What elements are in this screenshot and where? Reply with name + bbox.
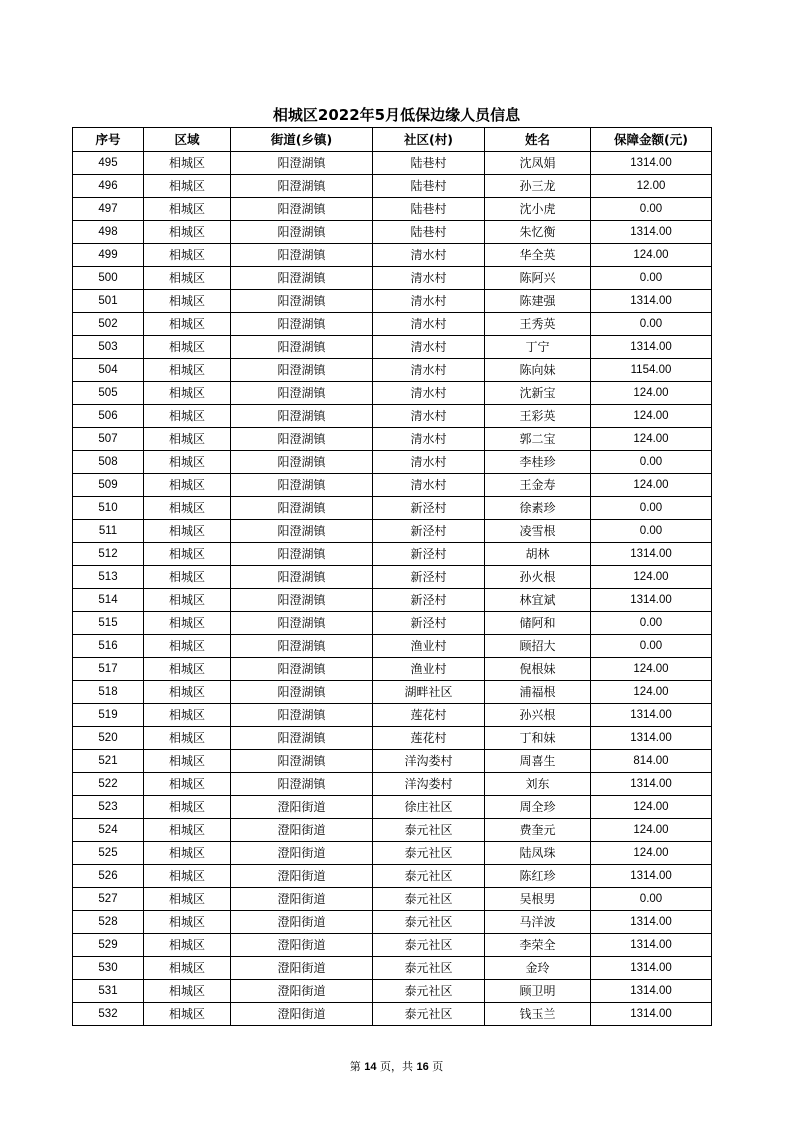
community-cell: 清水村: [373, 405, 485, 428]
community-cell: 泰元社区: [373, 888, 485, 911]
row-number: 527: [73, 888, 144, 911]
street-cell: 阳澄湖镇: [231, 658, 373, 681]
street-cell: 阳澄湖镇: [231, 428, 373, 451]
name-cell: 金玲: [485, 957, 591, 980]
district-cell: 相城区: [144, 198, 231, 221]
table-row: [73, 382, 712, 405]
table-row: [73, 589, 712, 612]
district-cell: 相城区: [144, 842, 231, 865]
row-number: 509: [73, 474, 144, 497]
street-cell: 阳澄湖镇: [231, 152, 373, 175]
street-cell: 澄阳街道: [231, 819, 373, 842]
district-cell: 相城区: [144, 1003, 231, 1026]
name-cell: 徐素珍: [485, 497, 591, 520]
table-row: [73, 543, 712, 566]
street-cell: 阳澄湖镇: [231, 681, 373, 704]
name-cell: 王金寿: [485, 474, 591, 497]
table-row: [73, 313, 712, 336]
district-cell: 相城区: [144, 267, 231, 290]
district-cell: 相城区: [144, 888, 231, 911]
amount-cell: 814.00: [591, 750, 712, 773]
row-number: 530: [73, 957, 144, 980]
row-number: 514: [73, 589, 144, 612]
amount-cell: 0.00: [591, 198, 712, 221]
amount-cell: 124.00: [591, 244, 712, 267]
amount-cell: 124.00: [591, 842, 712, 865]
name-cell: 陈阿兴: [485, 267, 591, 290]
table-row: [73, 635, 712, 658]
district-cell: 相城区: [144, 957, 231, 980]
name-cell: 沈小虎: [485, 198, 591, 221]
name-cell: 储阿和: [485, 612, 591, 635]
row-number: 500: [73, 267, 144, 290]
community-cell: 泰元社区: [373, 980, 485, 1003]
amount-cell: 1314.00: [591, 221, 712, 244]
community-cell: 泰元社区: [373, 1003, 485, 1026]
row-number: 526: [73, 865, 144, 888]
row-number: 497: [73, 198, 144, 221]
amount-cell: 124.00: [591, 819, 712, 842]
amount-cell: 124.00: [591, 681, 712, 704]
name-cell: 王彩英: [485, 405, 591, 428]
name-cell: 李荣全: [485, 934, 591, 957]
name-cell: 林宜斌: [485, 589, 591, 612]
community-cell: 新泾村: [373, 520, 485, 543]
community-cell: 清水村: [373, 244, 485, 267]
amount-cell: 1314.00: [591, 727, 712, 750]
street-cell: 澄阳街道: [231, 888, 373, 911]
table-row: [73, 934, 712, 957]
row-number: 504: [73, 359, 144, 382]
street-cell: 阳澄湖镇: [231, 290, 373, 313]
amount-cell: 124.00: [591, 382, 712, 405]
street-cell: 阳澄湖镇: [231, 727, 373, 750]
table-row: [73, 290, 712, 313]
name-cell: 沈新宝: [485, 382, 591, 405]
district-cell: 相城区: [144, 152, 231, 175]
street-cell: 澄阳街道: [231, 934, 373, 957]
district-cell: 相城区: [144, 382, 231, 405]
district-cell: 相城区: [144, 566, 231, 589]
district-cell: 相城区: [144, 175, 231, 198]
street-cell: 阳澄湖镇: [231, 198, 373, 221]
amount-cell: 124.00: [591, 566, 712, 589]
amount-cell: 0.00: [591, 612, 712, 635]
row-number: 510: [73, 497, 144, 520]
community-cell: 渔业村: [373, 658, 485, 681]
table-row: [73, 681, 712, 704]
table-row: [73, 796, 712, 819]
table-header-row: [73, 128, 712, 152]
row-number: 515: [73, 612, 144, 635]
table-row: [73, 957, 712, 980]
name-cell: 浦福根: [485, 681, 591, 704]
name-cell: 费奎元: [485, 819, 591, 842]
district-cell: 相城区: [144, 336, 231, 359]
footer-suffix: 页: [432, 1060, 444, 1073]
community-cell: 新泾村: [373, 543, 485, 566]
page-footer: [0, 1058, 793, 1074]
row-number: 507: [73, 428, 144, 451]
footer-prefix: 第: [349, 1060, 361, 1073]
current-page-number: 14: [364, 1061, 377, 1073]
name-cell: 陈红珍: [485, 865, 591, 888]
name-cell: 刘东: [485, 773, 591, 796]
table-row: [73, 198, 712, 221]
row-number: 501: [73, 290, 144, 313]
amount-cell: 1314.00: [591, 589, 712, 612]
community-cell: 清水村: [373, 474, 485, 497]
amount-cell: 1314.00: [591, 543, 712, 566]
street-cell: 阳澄湖镇: [231, 474, 373, 497]
name-cell: 钱玉兰: [485, 1003, 591, 1026]
name-cell: 丁宁: [485, 336, 591, 359]
name-cell: 朱忆衡: [485, 221, 591, 244]
community-cell: 湖畔社区: [373, 681, 485, 704]
street-cell: 阳澄湖镇: [231, 635, 373, 658]
community-cell: 徐庄社区: [373, 796, 485, 819]
community-cell: 洋沟娄村: [373, 750, 485, 773]
table-row: [73, 336, 712, 359]
amount-cell: 1314.00: [591, 911, 712, 934]
name-cell: 陈向妹: [485, 359, 591, 382]
district-cell: 相城区: [144, 796, 231, 819]
amount-cell: 0.00: [591, 888, 712, 911]
row-number: 524: [73, 819, 144, 842]
community-cell: 陆巷村: [373, 152, 485, 175]
district-cell: 相城区: [144, 359, 231, 382]
name-cell: 李桂珍: [485, 451, 591, 474]
district-cell: 相城区: [144, 221, 231, 244]
amount-cell: 124.00: [591, 796, 712, 819]
district-cell: 相城区: [144, 290, 231, 313]
row-number: 525: [73, 842, 144, 865]
amount-cell: 1314.00: [591, 773, 712, 796]
community-cell: 泰元社区: [373, 842, 485, 865]
street-cell: 阳澄湖镇: [231, 750, 373, 773]
street-cell: 阳澄湖镇: [231, 382, 373, 405]
table-row: [73, 520, 712, 543]
street-cell: 阳澄湖镇: [231, 543, 373, 566]
table-row: [73, 819, 712, 842]
street-cell: 阳澄湖镇: [231, 175, 373, 198]
amount-cell: 1314.00: [591, 934, 712, 957]
row-number: 523: [73, 796, 144, 819]
amount-cell: 124.00: [591, 405, 712, 428]
page-title: 相城区2022年5月低保边缘人员信息: [272, 106, 521, 124]
district-cell: 相城区: [144, 474, 231, 497]
street-cell: 阳澄湖镇: [231, 612, 373, 635]
row-number: 520: [73, 727, 144, 750]
row-number: 516: [73, 635, 144, 658]
table-row: [73, 405, 712, 428]
column-header: 区域: [144, 128, 231, 152]
row-number: 512: [73, 543, 144, 566]
row-number: 529: [73, 934, 144, 957]
amount-cell: 1314.00: [591, 152, 712, 175]
street-cell: 阳澄湖镇: [231, 336, 373, 359]
street-cell: 阳澄湖镇: [231, 244, 373, 267]
table-row: [73, 612, 712, 635]
footer-mid: 页，共: [380, 1060, 413, 1073]
row-number: 506: [73, 405, 144, 428]
community-cell: 新泾村: [373, 589, 485, 612]
amount-cell: 1314.00: [591, 336, 712, 359]
district-cell: 相城区: [144, 980, 231, 1003]
table-row: [73, 750, 712, 773]
community-cell: 泰元社区: [373, 934, 485, 957]
column-header: 序号: [73, 128, 144, 152]
column-header: 保障金额(元): [591, 128, 712, 152]
name-cell: 王秀英: [485, 313, 591, 336]
street-cell: 阳澄湖镇: [231, 704, 373, 727]
name-cell: 胡林: [485, 543, 591, 566]
street-cell: 阳澄湖镇: [231, 359, 373, 382]
community-cell: 新泾村: [373, 566, 485, 589]
amount-cell: 1314.00: [591, 957, 712, 980]
row-number: 513: [73, 566, 144, 589]
table-row: [73, 474, 712, 497]
street-cell: 澄阳街道: [231, 911, 373, 934]
table-row: [73, 244, 712, 267]
name-cell: 孙三龙: [485, 175, 591, 198]
table-row: [73, 980, 712, 1003]
community-cell: 莲花村: [373, 704, 485, 727]
table-row: [73, 428, 712, 451]
community-cell: 洋沟娄村: [373, 773, 485, 796]
amount-cell: 1154.00: [591, 359, 712, 382]
community-cell: 清水村: [373, 359, 485, 382]
table-row: [73, 359, 712, 382]
district-cell: 相城区: [144, 773, 231, 796]
name-cell: 华全英: [485, 244, 591, 267]
name-cell: 顾招大: [485, 635, 591, 658]
street-cell: 阳澄湖镇: [231, 405, 373, 428]
row-number: 499: [73, 244, 144, 267]
district-cell: 相城区: [144, 934, 231, 957]
amount-cell: 0.00: [591, 267, 712, 290]
community-cell: 泰元社区: [373, 957, 485, 980]
district-cell: 相城区: [144, 865, 231, 888]
district-cell: 相城区: [144, 428, 231, 451]
name-cell: 沈凤娟: [485, 152, 591, 175]
district-cell: 相城区: [144, 589, 231, 612]
district-cell: 相城区: [144, 704, 231, 727]
street-cell: 澄阳街道: [231, 796, 373, 819]
row-number: 508: [73, 451, 144, 474]
community-cell: 清水村: [373, 267, 485, 290]
row-number: 503: [73, 336, 144, 359]
district-cell: 相城区: [144, 727, 231, 750]
community-cell: 清水村: [373, 382, 485, 405]
street-cell: 澄阳街道: [231, 842, 373, 865]
community-cell: 清水村: [373, 428, 485, 451]
table-row: [73, 888, 712, 911]
amount-cell: 124.00: [591, 658, 712, 681]
row-number: 532: [73, 1003, 144, 1026]
name-cell: 丁和妹: [485, 727, 591, 750]
district-cell: 相城区: [144, 635, 231, 658]
column-header: 街道(乡镇): [231, 128, 373, 152]
name-cell: 顾卫明: [485, 980, 591, 1003]
name-cell: 郭二宝: [485, 428, 591, 451]
table-row: [73, 704, 712, 727]
amount-cell: 124.00: [591, 428, 712, 451]
street-cell: 澄阳街道: [231, 980, 373, 1003]
row-number: 495: [73, 152, 144, 175]
amount-cell: 1314.00: [591, 1003, 712, 1026]
total-pages-number: 16: [416, 1061, 429, 1073]
column-header: 姓名: [485, 128, 591, 152]
amount-cell: 0.00: [591, 451, 712, 474]
row-number: 528: [73, 911, 144, 934]
row-number: 511: [73, 520, 144, 543]
name-cell: 孙兴根: [485, 704, 591, 727]
amount-cell: 0.00: [591, 635, 712, 658]
community-cell: 渔业村: [373, 635, 485, 658]
name-cell: 陈建强: [485, 290, 591, 313]
community-cell: 泰元社区: [373, 819, 485, 842]
street-cell: 阳澄湖镇: [231, 497, 373, 520]
district-cell: 相城区: [144, 612, 231, 635]
assistance-table: [72, 127, 712, 1026]
row-number: 522: [73, 773, 144, 796]
district-cell: 相城区: [144, 819, 231, 842]
table-row: [73, 497, 712, 520]
district-cell: 相城区: [144, 658, 231, 681]
community-cell: 泰元社区: [373, 865, 485, 888]
name-cell: 周喜生: [485, 750, 591, 773]
street-cell: 阳澄湖镇: [231, 566, 373, 589]
district-cell: 相城区: [144, 750, 231, 773]
row-number: 518: [73, 681, 144, 704]
table-row: [73, 842, 712, 865]
row-number: 521: [73, 750, 144, 773]
row-number: 496: [73, 175, 144, 198]
street-cell: 阳澄湖镇: [231, 221, 373, 244]
district-cell: 相城区: [144, 497, 231, 520]
table-row: [73, 221, 712, 244]
community-cell: 清水村: [373, 336, 485, 359]
table-row: [73, 451, 712, 474]
table-row: [73, 658, 712, 681]
name-cell: 孙火根: [485, 566, 591, 589]
community-cell: 陆巷村: [373, 221, 485, 244]
amount-cell: 0.00: [591, 313, 712, 336]
district-cell: 相城区: [144, 451, 231, 474]
community-cell: 清水村: [373, 313, 485, 336]
amount-cell: 124.00: [591, 474, 712, 497]
street-cell: 澄阳街道: [231, 865, 373, 888]
row-number: 517: [73, 658, 144, 681]
row-number: 531: [73, 980, 144, 1003]
amount-cell: 1314.00: [591, 980, 712, 1003]
table-body: [73, 152, 712, 1026]
street-cell: 澄阳街道: [231, 1003, 373, 1026]
column-header: 社区(村): [373, 128, 485, 152]
row-number: 498: [73, 221, 144, 244]
street-cell: 澄阳街道: [231, 957, 373, 980]
table-row: [73, 566, 712, 589]
row-number: 505: [73, 382, 144, 405]
district-cell: 相城区: [144, 244, 231, 267]
table-row: [73, 773, 712, 796]
name-cell: 陆凤珠: [485, 842, 591, 865]
street-cell: 阳澄湖镇: [231, 451, 373, 474]
name-cell: 倪根妹: [485, 658, 591, 681]
name-cell: 吴根男: [485, 888, 591, 911]
table-row: [73, 1003, 712, 1026]
row-number: 502: [73, 313, 144, 336]
amount-cell: 1314.00: [591, 704, 712, 727]
amount-cell: 1314.00: [591, 865, 712, 888]
table-row: [73, 152, 712, 175]
community-cell: 莲花村: [373, 727, 485, 750]
district-cell: 相城区: [144, 313, 231, 336]
table-row: [73, 911, 712, 934]
district-cell: 相城区: [144, 911, 231, 934]
community-cell: 陆巷村: [373, 198, 485, 221]
community-cell: 清水村: [373, 451, 485, 474]
name-cell: 马洋波: [485, 911, 591, 934]
district-cell: 相城区: [144, 405, 231, 428]
table-row: [73, 727, 712, 750]
table-row: [73, 267, 712, 290]
community-cell: 陆巷村: [373, 175, 485, 198]
community-cell: 新泾村: [373, 612, 485, 635]
name-cell: 凌雪根: [485, 520, 591, 543]
community-cell: 清水村: [373, 290, 485, 313]
street-cell: 阳澄湖镇: [231, 773, 373, 796]
community-cell: 新泾村: [373, 497, 485, 520]
street-cell: 阳澄湖镇: [231, 313, 373, 336]
row-number: 519: [73, 704, 144, 727]
street-cell: 阳澄湖镇: [231, 589, 373, 612]
amount-cell: 0.00: [591, 520, 712, 543]
table-row: [73, 865, 712, 888]
community-cell: 泰元社区: [373, 911, 485, 934]
amount-cell: 12.00: [591, 175, 712, 198]
table-row: [73, 175, 712, 198]
amount-cell: 1314.00: [591, 290, 712, 313]
street-cell: 阳澄湖镇: [231, 520, 373, 543]
street-cell: 阳澄湖镇: [231, 267, 373, 290]
district-cell: 相城区: [144, 543, 231, 566]
district-cell: 相城区: [144, 681, 231, 704]
name-cell: 周全珍: [485, 796, 591, 819]
district-cell: 相城区: [144, 520, 231, 543]
amount-cell: 0.00: [591, 497, 712, 520]
